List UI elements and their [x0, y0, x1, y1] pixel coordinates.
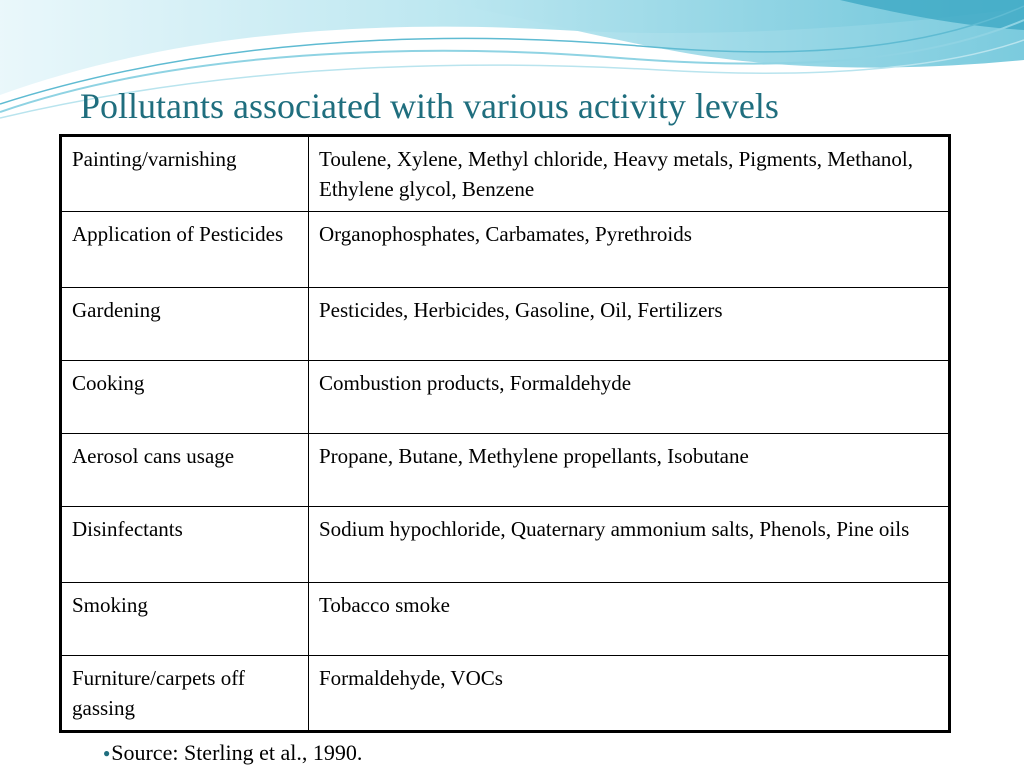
table-row — [61, 656, 950, 732]
pollutants-cell: Pesticides, Herbicides, Gasoline, Oil, Fertilizers — [309, 288, 950, 361]
activity-cell: Application of Pesticides — [61, 212, 309, 288]
table-row — [61, 507, 950, 583]
activity-cell: Disinfectants — [61, 507, 309, 583]
pollutants-cell: Propane, Butane, Methylene propellants, Isobutane — [309, 434, 950, 507]
table-row — [61, 212, 950, 288]
activity-cell: Aerosol cans usage — [61, 434, 309, 507]
pollutants-cell: Combustion products, Formaldehyde — [309, 361, 950, 434]
source-note — [103, 739, 362, 767]
activity-cell: Painting/varnishing — [61, 136, 309, 212]
table-row — [61, 136, 950, 212]
pollutant-table — [59, 134, 951, 733]
table-row — [61, 361, 950, 434]
table-row — [61, 288, 950, 361]
activity-cell: Furniture/carpets off gassing — [61, 656, 309, 732]
source-text: Source: Sterling et al., 1990. — [111, 740, 363, 765]
pollutants-cell: Formaldehyde, VOCs — [309, 656, 950, 732]
pollutants-cell: Toulene, Xylene, Methyl chloride, Heavy metals, Pigments, Methanol, Ethylene glycol, Benzene — [309, 136, 950, 212]
pollutants-cell: Tobacco smoke — [309, 583, 950, 656]
activity-cell: Smoking — [61, 583, 309, 656]
activity-cell: Cooking — [61, 361, 309, 434]
pollutants-cell: Sodium hypochloride, Quaternary ammonium salts, Phenols, Pine oils — [309, 507, 950, 583]
table-row — [61, 583, 950, 656]
slide-title: Pollutants associated with various activity levels — [80, 86, 779, 126]
table-row — [61, 434, 950, 507]
bullet-icon: ● — [103, 746, 111, 760]
activity-cell: Gardening — [61, 288, 309, 361]
pollutants-cell: Organophosphates, Carbamates, Pyrethroids — [309, 212, 950, 288]
